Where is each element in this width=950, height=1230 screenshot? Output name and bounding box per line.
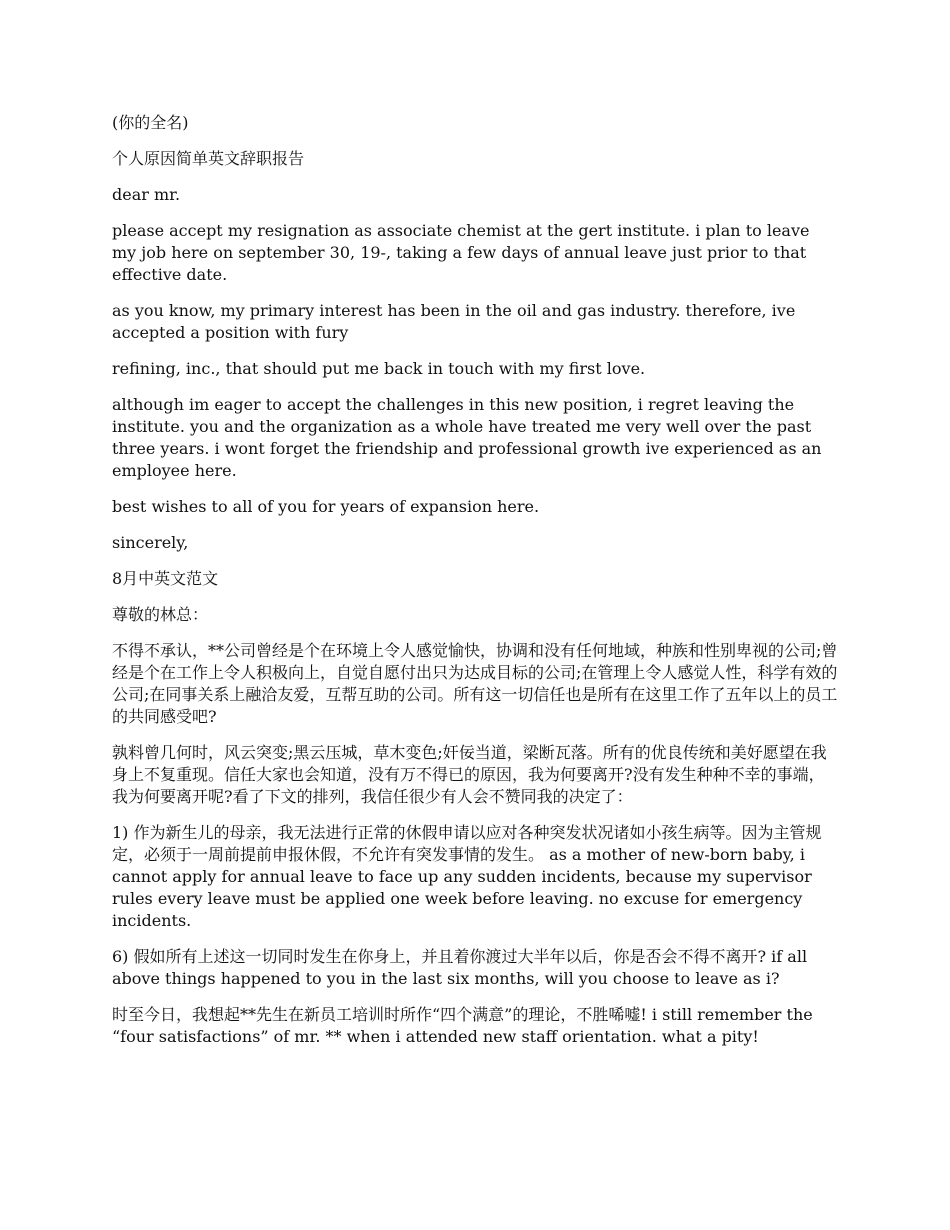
list-item: 6) 假如所有上述这一切同时发生在你身上，并且着你渡过大半年以后，你是否会不得不离开? if all above things happened to you in the last six months, will you choose to leave as i?: [112, 947, 808, 988]
report-title: 个人原因简单英文辞职报告: [112, 149, 305, 168]
body-paragraph: 时至今日，我想起**先生在新员工培训时所作“四个满意”的理论，不胜唏嘘! i still remember the “four satisfactions” of mr. ** when i attended new staff orientation. what a pity!: [112, 1005, 813, 1046]
body-paragraph: refining, inc., that should put me back in touch with my first love.: [112, 359, 646, 378]
document-page: [112, 112, 838, 1062]
body-paragraph: please accept my resignation as associate chemist at the gert institute. i plan to leave my job here on september 30, 19-, taking a few days of annual leave just prior to that effective date.: [112, 221, 810, 284]
list-item: 1) 作为新生儿的母亲，我无法进行正常的休假申请以应对各种突发状况诸如小孩生病等。因为主管规定，必须于一周前提前申报休假，不允许有突发事情的发生。 as a mother of new-born baby, i cannot apply for annual leave to face up any sudden incidents, because my supervisor rules every leave must be applied one week before leaving. no excuse for emergency incidents.: [112, 823, 822, 930]
body-paragraph: 孰料曾几何时，风云突变;黑云压城，草木变色;奸佞当道，梁断瓦落。所有的优良传统和美好愿望在我身上不复重现。信任大家也会知道，没有万不得已的原因，我为何要离开?没有发生种种不幸的事端，我为何要离开呢?看了下文的排列，我信任很少有人会不赞同我的决定了：: [112, 743, 827, 806]
closing: sincerely,: [112, 533, 189, 552]
body-paragraph: as you know, my primary interest has been in the oil and gas industry. therefore, ive accepted a position with fury: [112, 301, 796, 342]
body-paragraph: 不得不承认，**公司曾经是个在环境上令人感觉愉快，协调和没有任何地域，种族和性别卑视的公司;曾经是个在工作上令人积极向上，自觉自愿付出只为达成目标的公司;在管理上令人感觉人性，科学有效的公司;在同事关系上融洽友爱，互帮互助的公司。所有这一切信任也是所有在这里工作了五年以上的员工的共同感受吧?: [112, 641, 838, 726]
body-paragraph: although im eager to accept the challenges in this new position, i regret leaving the institute. you and the organization as a whole have treated me very well over the past three years. i wont forget the friendship and professional growth ive experienced as an employee here.: [112, 395, 822, 480]
author-name-placeholder: (你的全名): [112, 113, 189, 132]
body-paragraph: best wishes to all of you for years of expansion here.: [112, 497, 540, 516]
section-heading: 8月中英文范文: [112, 569, 219, 588]
salutation: dear mr.: [112, 185, 181, 204]
salutation: 尊敬的林总：: [112, 605, 209, 624]
